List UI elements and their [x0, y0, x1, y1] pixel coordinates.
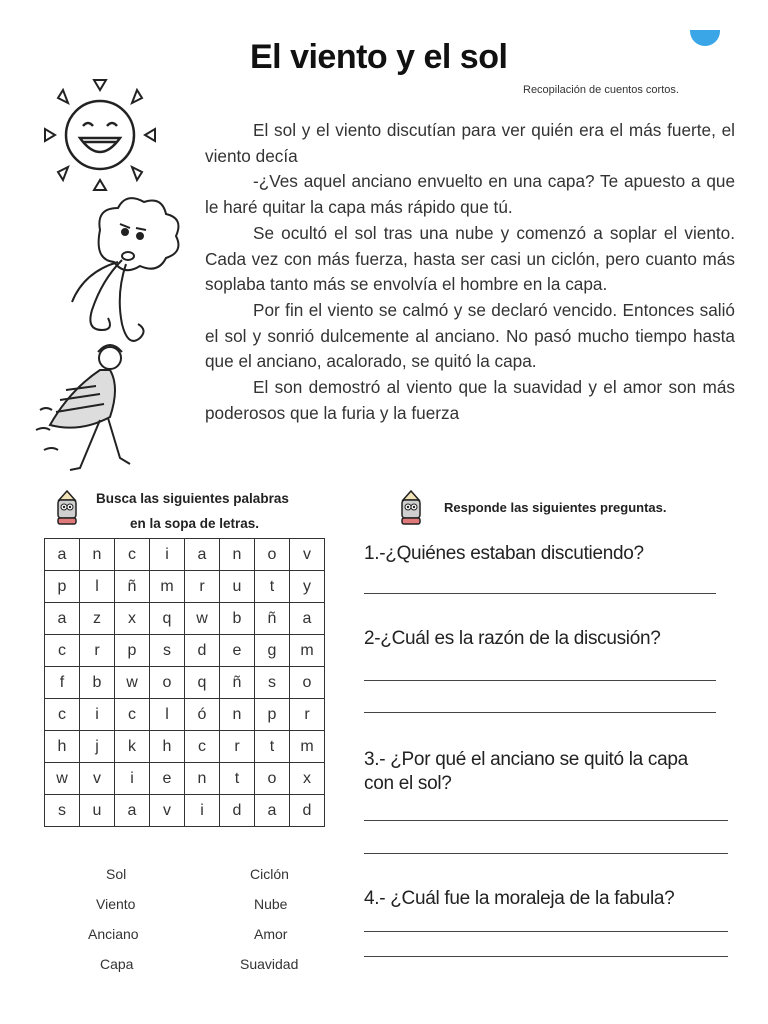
- grid-cell[interactable]: n: [220, 539, 255, 571]
- grid-cell[interactable]: s: [255, 667, 290, 699]
- grid-cell[interactable]: r: [290, 699, 325, 731]
- grid-cell[interactable]: n: [220, 699, 255, 731]
- grid-row: [45, 731, 325, 763]
- grid-cell[interactable]: v: [150, 795, 185, 827]
- grid-cell[interactable]: t: [255, 571, 290, 603]
- answer-line[interactable]: [364, 712, 716, 713]
- word-item: Amor: [254, 926, 288, 942]
- grid-cell[interactable]: j: [80, 731, 115, 763]
- word-item: Viento: [96, 896, 136, 912]
- grid-cell[interactable]: w: [185, 603, 220, 635]
- grid-cell[interactable]: m: [150, 571, 185, 603]
- grid-cell[interactable]: r: [80, 635, 115, 667]
- grid-cell[interactable]: f: [45, 667, 80, 699]
- grid-cell[interactable]: k: [115, 731, 150, 763]
- grid-cell[interactable]: ñ: [255, 603, 290, 635]
- grid-cell[interactable]: y: [290, 571, 325, 603]
- grid-cell[interactable]: v: [290, 539, 325, 571]
- grid-cell[interactable]: m: [290, 731, 325, 763]
- word-item: Sol: [106, 866, 127, 882]
- grid-cell[interactable]: d: [290, 795, 325, 827]
- grid-cell[interactable]: r: [185, 571, 220, 603]
- grid-cell[interactable]: z: [80, 603, 115, 635]
- grid-cell[interactable]: c: [185, 731, 220, 763]
- corner-decoration: [690, 30, 720, 46]
- story-illustration: [30, 60, 210, 480]
- answer-line[interactable]: [364, 820, 728, 821]
- grid-cell[interactable]: o: [255, 539, 290, 571]
- grid-cell[interactable]: i: [150, 539, 185, 571]
- grid-cell[interactable]: d: [185, 635, 220, 667]
- grid-cell[interactable]: u: [220, 571, 255, 603]
- grid-cell[interactable]: b: [220, 603, 255, 635]
- grid-cell[interactable]: ó: [185, 699, 220, 731]
- grid-cell[interactable]: e: [150, 763, 185, 795]
- grid-cell[interactable]: p: [115, 635, 150, 667]
- grid-cell[interactable]: a: [45, 539, 80, 571]
- grid-cell[interactable]: a: [115, 795, 150, 827]
- word-item: Ciclón: [250, 866, 289, 882]
- grid-cell[interactable]: a: [185, 539, 220, 571]
- grid-row: [45, 571, 325, 603]
- wind-icon: [72, 260, 144, 341]
- grid-cell[interactable]: n: [185, 763, 220, 795]
- story-paragraph: Se ocultó el sol tras una nube y comenzó a soplar el viento. Cada vez con más fuerza, hasta ser casi un ciclón, pero cuanto más soplaba tanto más se envolvía el hombre en la capa.: [205, 222, 735, 295]
- story-paragraph: -¿Ves aquel anciano envuelto en una capa? Te apuesto a que le haré quitar la capa más rápido que tú.: [205, 171, 735, 218]
- grid-row: [45, 699, 325, 731]
- page-subtitle: Recopilación de cuentos cortos.: [523, 84, 679, 96]
- grid-cell[interactable]: l: [150, 699, 185, 731]
- answer-line[interactable]: [364, 956, 728, 957]
- grid-cell[interactable]: i: [185, 795, 220, 827]
- grid-cell[interactable]: r: [220, 731, 255, 763]
- grid-cell[interactable]: s: [45, 795, 80, 827]
- sun-icon: [45, 80, 155, 190]
- grid-cell[interactable]: b: [80, 667, 115, 699]
- answer-line[interactable]: [364, 593, 716, 594]
- old-man-icon: [36, 345, 130, 470]
- grid-row: [45, 667, 325, 699]
- grid-cell[interactable]: ñ: [115, 571, 150, 603]
- grid-cell[interactable]: h: [45, 731, 80, 763]
- word-item: Suavidad: [240, 956, 299, 972]
- questions-instruction: Responde las siguientes preguntas.: [444, 500, 667, 515]
- grid-cell[interactable]: q: [185, 667, 220, 699]
- grid-cell[interactable]: d: [220, 795, 255, 827]
- grid-cell[interactable]: c: [115, 539, 150, 571]
- grid-cell[interactable]: g: [255, 635, 290, 667]
- grid-cell[interactable]: x: [115, 603, 150, 635]
- grid-cell[interactable]: ñ: [220, 667, 255, 699]
- grid-cell[interactable]: c: [45, 635, 80, 667]
- grid-cell[interactable]: u: [80, 795, 115, 827]
- story-paragraph: El son demostró al viento que la suavidad y el amor son más poderosos que la furia y la fuerza: [205, 377, 735, 423]
- grid-cell[interactable]: c: [115, 699, 150, 731]
- story-text: [205, 118, 735, 426]
- word-search-instruction: [96, 486, 326, 536]
- story-paragraph: Por fin el viento se calmó y se declaró vencido. Entonces salió el sol y sonrió dulcemente al anciano. No pasó mucho tiempo hasta que el anciano, acalorado, se quitó la capa.: [205, 299, 735, 372]
- question-1: 1.-¿Quiénes estaban discutiendo?: [364, 543, 644, 564]
- grid-cell[interactable]: n: [80, 539, 115, 571]
- grid-cell[interactable]: h: [150, 731, 185, 763]
- grid-cell[interactable]: a: [255, 795, 290, 827]
- grid-row: [45, 539, 325, 571]
- grid-cell[interactable]: q: [150, 603, 185, 635]
- pencil-mascot-icon: [54, 490, 80, 526]
- grid-cell[interactable]: p: [45, 571, 80, 603]
- question-4: 4.- ¿Cuál fue la moraleja de la fabula?: [364, 888, 675, 909]
- grid-cell[interactable]: v: [80, 763, 115, 795]
- grid-cell[interactable]: m: [290, 635, 325, 667]
- grid-cell[interactable]: l: [80, 571, 115, 603]
- question-2: 2-¿Cuál es la razón de la discusión?: [364, 628, 661, 649]
- grid-cell[interactable]: a: [290, 603, 325, 635]
- page-title: El viento y el sol: [250, 38, 508, 76]
- grid-cell[interactable]: t: [220, 763, 255, 795]
- grid-row: [45, 795, 325, 827]
- grid-cell[interactable]: p: [255, 699, 290, 731]
- grid-cell[interactable]: s: [150, 635, 185, 667]
- grid-cell[interactable]: c: [45, 699, 80, 731]
- grid-cell[interactable]: o: [255, 763, 290, 795]
- word-item: Nube: [254, 896, 288, 912]
- cloud-icon: [99, 198, 179, 270]
- word-search-instruction-line1: Busca las siguientes palabras: [96, 491, 289, 506]
- grid-cell[interactable]: a: [45, 603, 80, 635]
- grid-row: [45, 763, 325, 795]
- grid-cell[interactable]: o: [150, 667, 185, 699]
- pencil-mascot-icon: [398, 490, 424, 526]
- grid-row: [45, 635, 325, 667]
- word-item: Anciano: [88, 926, 139, 942]
- word-search-instruction-line2: en la sopa de letras.: [130, 516, 260, 531]
- grid-cell[interactable]: t: [255, 731, 290, 763]
- grid-cell[interactable]: e: [220, 635, 255, 667]
- answer-line[interactable]: [364, 680, 716, 681]
- word-item: Capa: [100, 956, 134, 972]
- grid-cell[interactable]: i: [115, 763, 150, 795]
- grid-cell[interactable]: o: [290, 667, 325, 699]
- grid-cell[interactable]: w: [115, 667, 150, 699]
- question-3: 3.- ¿Por qué el anciano se quitó la capa con el sol?: [364, 749, 688, 794]
- grid-row: [45, 603, 325, 635]
- grid-cell[interactable]: w: [45, 763, 80, 795]
- story-paragraph: El sol y el viento discutían para ver quién era el más fuerte, el viento decía: [205, 120, 735, 166]
- answer-line[interactable]: [364, 931, 728, 932]
- answer-line[interactable]: [364, 853, 728, 854]
- grid-cell[interactable]: i: [80, 699, 115, 731]
- word-search-grid: [44, 538, 325, 827]
- grid-cell[interactable]: x: [290, 763, 325, 795]
